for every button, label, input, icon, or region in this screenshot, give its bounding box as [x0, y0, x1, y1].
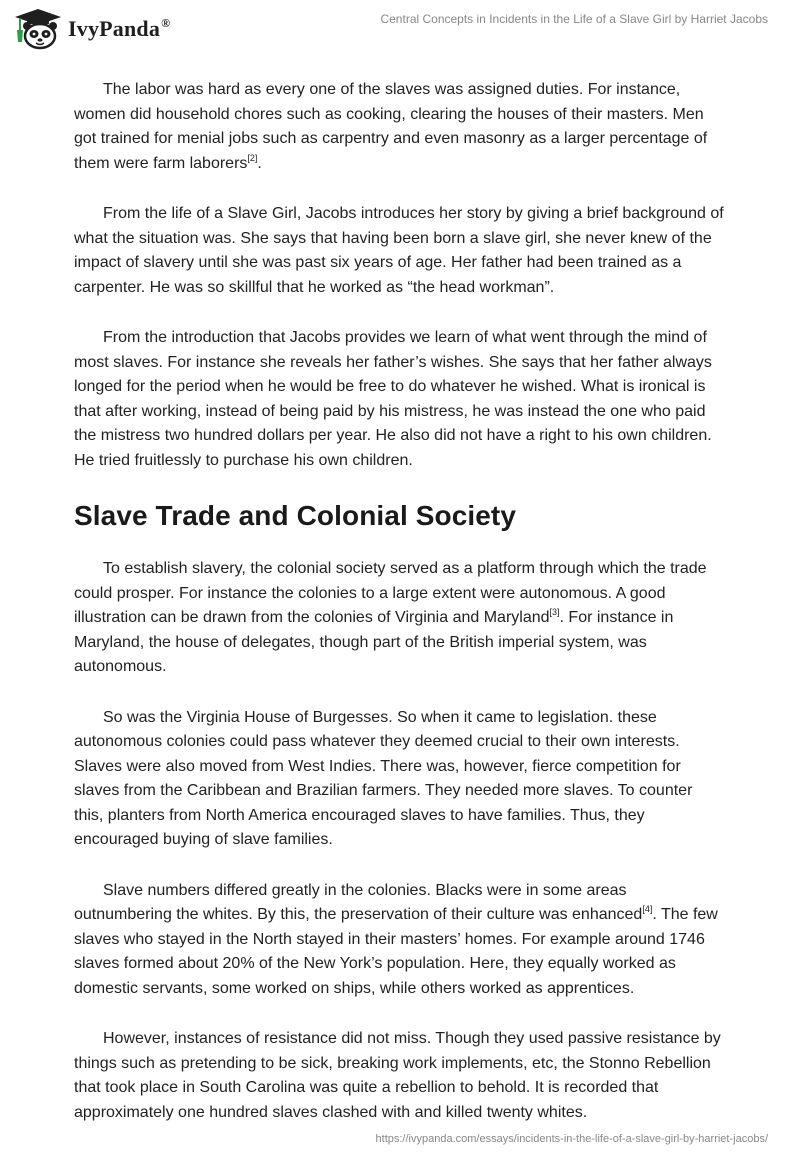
paragraph-labor: The labor was hard as every one of the slaves was assigned duties. For instance, women did household chores such as cooking, clearing the houses of their masters. Men got trained for menial jobs such as carpentry and even masonry as a larger percentage of them were farm laborers[2].: [74, 81, 708, 172]
page-header: [0, 0, 800, 60]
section-heading: Slave Trade and Colonial Society: [74, 500, 517, 531]
paragraph-slave-numbers: Slave numbers differed greatly in the colonies. Blacks were in some areas outnumbering the whites. By this, the preservation of their culture was enhanced[4]. The few slaves who stayed in the North stayed in their masters’ homes. For example around 1746 slaves formed about 20% of the New York’s population. Here, they equally worked as domestic servants, some worked on ships, while others worked as apprentices.: [74, 881, 718, 997]
footnote-ref-3[interactable]: [3]: [549, 607, 560, 617]
paragraph-virginia-burgesses: So was the Virginia House of Burgesses. So when it came to legislation. these autonomous colonies could pass whatever they deemed crucial to their own interests. Slaves were also moved from West Indies. There was, however, fierce competition for slaves from the Caribbean and Brazilian farmers. They needed more slaves. To counter this, planters from North America encouraged slaves to have families. Thus, they encouraged buying of slave families.: [74, 708, 693, 848]
paragraph-jacobs-introduction: From the life of a Slave Girl, Jacobs introduces her story by giving a brief background of what the situation was. She says that having been born a slave girl, she never knew of the impact of slavery until she was past six years of age. Her father had been trained as a carpenter. He was so skillful that he worked as “the head workman”.: [74, 205, 724, 296]
ivypanda-logo[interactable]: [14, 8, 170, 50]
paragraph-father-wishes: From the introduction that Jacobs provides we learn of what went through the mind of most slaves. For instance she reveals her father’s wishes. She says that her father always longed for the period when he would be free to do whatever he wished. What is ironical is that after working, instead of being paid by his mistress, he was instead the one who paid the mistress two hundred dollars per year. He also did not have a right to his own children. He tried fruitlessly to purchase his own children.: [74, 329, 712, 469]
footnote-ref-2[interactable]: [2]: [247, 152, 258, 163]
footnote-ref-4[interactable]: [4]: [642, 904, 653, 914]
brand-name: IvyPanda®: [68, 16, 171, 41]
paragraph-resistance: However, instances of resistance did not miss. Though they used passive resistance by things such as pretending to be sick, breaking work implements, etc, the Stonno Rebellion that took place in South Carolina was quite a rebellion to behold. It is recorded that approximately one hundred slaves clashed with and killed twenty whites.: [74, 1030, 721, 1121]
paragraph-colonial-society: To establish slavery, the colonial society served as a platform through which the trade could prosper. For instance the colonies to a large extent were autonomous. A good illustration can be drawn from the colonies of Virginia and Maryland[3]. For instance in Maryland, the house of delegates, though part of the British imperial system, was autonomous.: [74, 560, 707, 675]
source-url[interactable]: https://ivypanda.com/essays/incidents-in-the-life-of-a-slave-girl-by-harriet-jacobs/: [375, 1133, 768, 1145]
panda-graduate-icon: [14, 8, 62, 50]
document-title: Central Concepts in Incidents in the Life of a Slave Girl by Harriet Jacobs: [380, 12, 768, 26]
essay-body: [74, 78, 726, 1151]
